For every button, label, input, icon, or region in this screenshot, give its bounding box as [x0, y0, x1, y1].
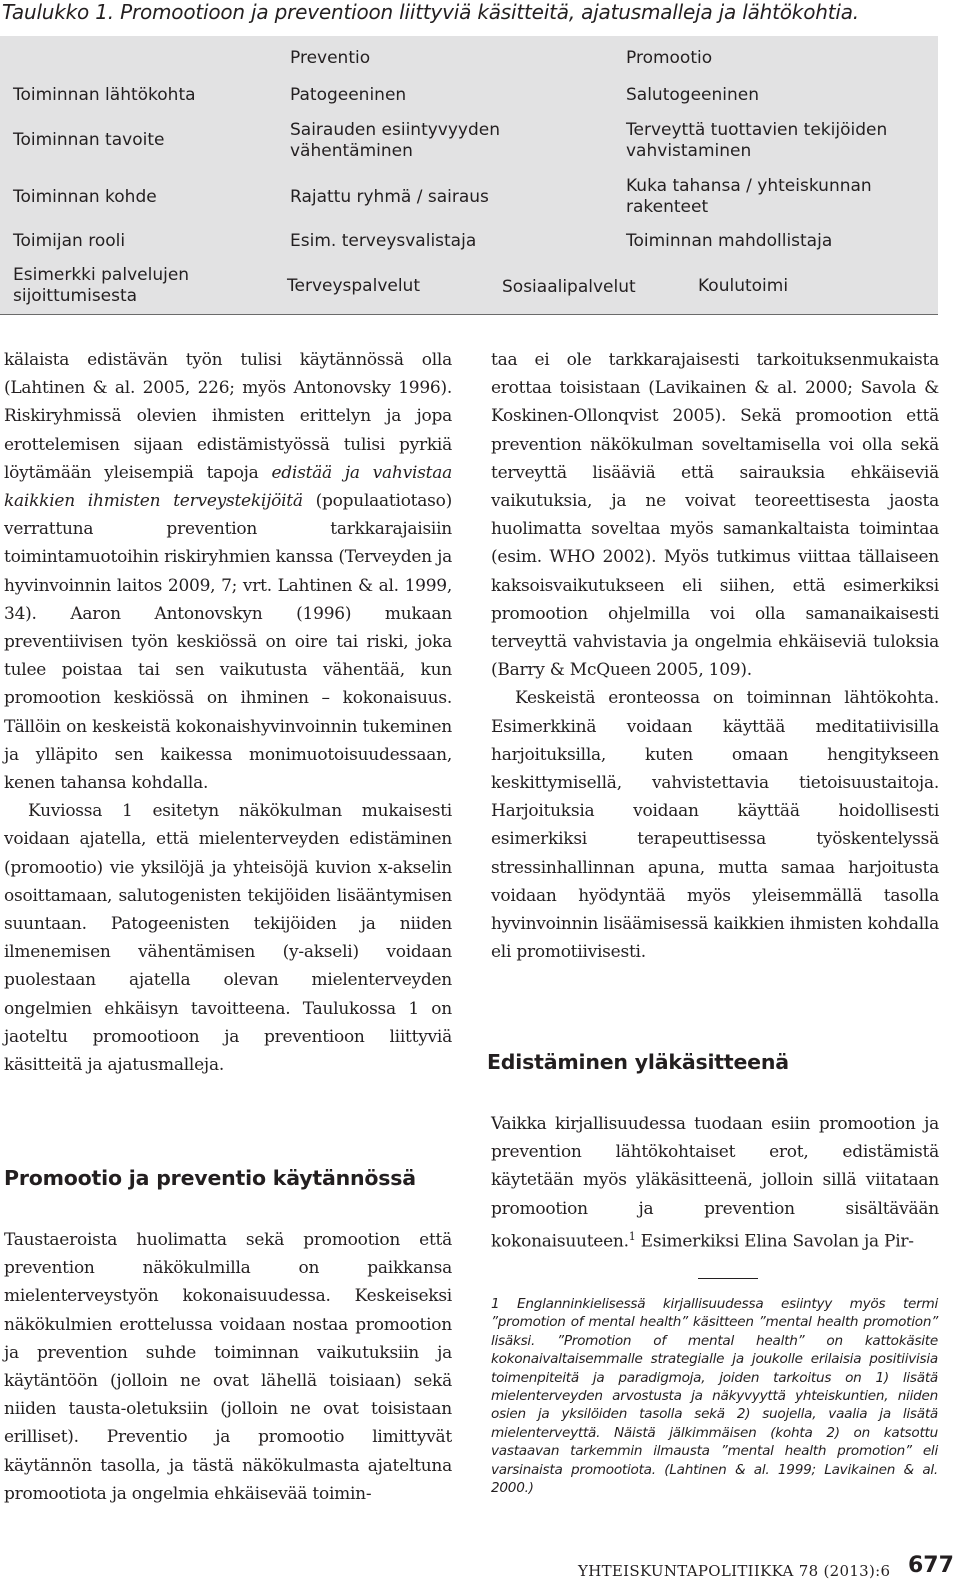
right-column-lower	[491, 1110, 939, 1256]
table-caption: Taulukko 1. Promootioon ja preventioon liittyviä käsitteitä, ajatusmalleja ja lähtökohtia.	[2, 0, 859, 24]
footnote-divider	[698, 1278, 758, 1279]
cell-prevention-goal-line2: vähentäminen	[290, 141, 413, 161]
cell-promotion-goal-line2: vahvistaminen	[626, 141, 752, 161]
paragraph-text: Vaikka kirjallisuudessa tuodaan esiin promootion ja prevention lähtökohtaiset erot, edistämistä käytetään myös yläkäsitteenä, jolloin sillä viitataan promootion ja prevention sisältävään kokonaisuuteen.	[491, 1114, 939, 1252]
running-footer: YHTEISKUNTAPOLITIIKKA 78 (2013):6	[578, 1562, 891, 1580]
cell-promotion-starting-point: Salutogeeninen	[626, 85, 759, 105]
concept-table	[0, 36, 938, 315]
placement-social-services: Sosiaalipalvelut	[502, 277, 636, 297]
row-label-placement-line2: sijoittumisesta	[13, 286, 138, 306]
row-label-target: Toiminnan kohde	[13, 187, 157, 207]
page-number: 677	[908, 1553, 954, 1578]
paragraph	[491, 1110, 939, 1256]
left-column-lower	[4, 1226, 452, 1508]
section-heading-umbrella: Edistäminen yläkäsitteenä	[487, 1050, 789, 1074]
emphasis: edistää ja vahvistaa kaikkien ihmisten terveystekijöitä	[4, 462, 452, 512]
right-column	[491, 346, 939, 966]
row-label-goal: Toiminnan tavoite	[13, 130, 165, 150]
placement-education: Koulutoimi	[698, 276, 789, 296]
cell-prevention-target: Rajattu ryhmä / sairaus	[290, 187, 489, 207]
footnote: 1 Englanninkielisessä kirjallisuudessa esiintyy myös termi ”promotion of mental health” käsitteen ”mental health promotion” lisäksi. ”Promotion of mental health” on kattokäsite kokonaivaltaisemmalle strategialle ja joukolle erilaisia positiivisia toimenpiteitä ja paradigmoja, joiden tarkoitus on 1) lisätä mielenterveyden arvostusta ja näkyvyyttä yhteiskuntien, niiden osien ja yksilöiden tasolla sekä 2) suojella, vaalia ja lisätä mielenterveyttä. Näistä jälkimmäisen (kohta 2) on katsottu vastaavan tarkemmin ilmausta ”mental health promotion” eli varsinaista promootiota. (Lahtinen & al. 1999; Lavikainen & al. 2000.)	[491, 1296, 938, 1497]
paragraph: taa ei ole tarkkarajaisesti tarkoituksenmukaista erottaa toisistaan (Lavikainen & al. 2000; Savola & Koskinen-Ollonqvist 2005). Sekä promootion että prevention näkökulman soveltamisella voi olla sekä terveyttä lisääviä että sairauksia ehkäiseviä vaikutuksia, ja ne voivat teoreettisesta jaosta huolimatta soveltaa myös samankaltaista toimintaa (esim. WHO 2002). Myös tutkimus viittaa tällaiseen kaksoisvaikutukseen eli siihen, että esimerkiksi promootion ohjelmilla voi olla samanaikaisesti terveyttä vahvistavia ja ongelmia ehkäiseviä tuloksia (Barry & McQueen 2005, 109).	[491, 350, 939, 681]
paragraph: Kuviossa 1 esitetyn näkökulman mukaisesti voidaan ajatella, että mielenterveyden edistäminen (promootio) vie yksilöjä ja yhteisöjä kuvion x-akselin osoittamaan, salutogenisten tekijöiden lisääntymisen suuntaan. Patogeenisten tekijöiden ja niiden ilmenemisen vähentämisen (y-akseli) voidaan puolestaan ajatella olevan mielenterveyden ongelmien ehkäisyn tavoitteena. Taulukossa 1 on jaoteltu promootioon ja preventioon liittyviä käsitteitä ja ajatusmalleja.	[4, 801, 452, 1076]
placement-health-services: Terveyspalvelut	[287, 276, 420, 296]
paragraph-text-tail: Esimerkiksi Elina Savolan ja Pir-	[635, 1231, 914, 1252]
cell-promotion-role: Toiminnan mahdollistaja	[626, 231, 833, 251]
cell-prevention-goal-line1: Sairauden esiintyvyyden	[290, 120, 501, 140]
paragraph: kälaista edistävän työn tulisi käytännössä olla (Lahtinen & al. 2005, 226; myös Antonovsky 1996). Riskiryhmissä olevien ihmisten erittelyn ja jopa erottelemisen sijaan edistämistyössä tulisi pyrkiä löytämään yleisempiä tapoja edistää ja vahvistaa kaikkien ihmisten terveystekijöitä (populaatiotaso) verrattuna prevention tarkkarajaisiin toimintamuotoihin riskiryhmien kanssa (Terveyden ja hyvinvoinnin laitos 2009, 7; vrt. Lahtinen & al. 1999, 34). Aaron Antonovskyn (1996) mukaan preventiivisen työn keskiössä on oire tai riski, joka tulee poistaa tai sen vaikutusta vähentää, kun promootion keskiössä on ihminen – kokonaisuus. Tällöin on keskeistä kokonaishyvinvoinnin tukeminen ja ylläpito sen kaikessa monimuotoisuudessaan, kenen tahansa kohdalla.	[4, 350, 452, 794]
left-column	[4, 346, 452, 1079]
header-prevention: Preventio	[290, 48, 371, 68]
section-heading-practice: Promootio ja preventio käytännössä	[4, 1166, 416, 1190]
paragraph: Keskeistä eronteossa on toiminnan lähtökohta. Esimerkkinä voidaan käyttää meditatiivisilla harjoituksilla, kuten omaan hengitykseen keskittymisellä, vahvistettavia tietoisuustaitoja. Harjoituksia voidaan käyttää hoidollisesti esimerkiksi terapeuttisessa työskentelyssä stressinhallinnan apuna, mutta samaa harjoitusta voidaan hyödyntää myös yleisemmällä tasolla hyvinvoinnin lisäämisessä kaikkien ihmisten kohdalla eli promotiivisesti.	[491, 688, 939, 963]
cell-promotion-target-line2: rakenteet	[626, 197, 709, 217]
cell-prevention-role: Esim. terveysvalistaja	[290, 231, 477, 251]
row-label-role: Toimijan rooli	[13, 231, 126, 251]
footnote-reference: 1	[628, 1229, 636, 1243]
cell-promotion-target-line1: Kuka tahansa / yhteiskunnan	[626, 176, 872, 196]
row-label-starting-point: Toiminnan lähtökohta	[13, 85, 196, 105]
cell-promotion-goal-line1: Terveyttä tuottavien tekijöiden	[626, 120, 888, 140]
header-promotion: Promootio	[626, 48, 713, 68]
row-label-placement-line1: Esimerkki palvelujen	[13, 265, 190, 285]
cell-prevention-starting-point: Patogeeninen	[290, 85, 407, 105]
paragraph: Taustaeroista huolimatta sekä promootion että prevention näkökulmilla on paikkansa mielenterveystyön kokonaisuudessa. Keskeiseksi näkökulmien erottelussa voidaan nostaa promootion ja prevention suhde toiminnan vaikutuksiin ja käytäntöön (jolloin ne ovat lähellä toisiaan) sekä niiden tausta-oletuksiin (jolloin ne ovat toisistaan erilliset). Preventio ja promootio limittyvät käytännön tasolla, ja tästä näkökulmasta ajateltuna promootiota ja ongelmia ehkäisevää toimin-	[4, 1230, 452, 1504]
